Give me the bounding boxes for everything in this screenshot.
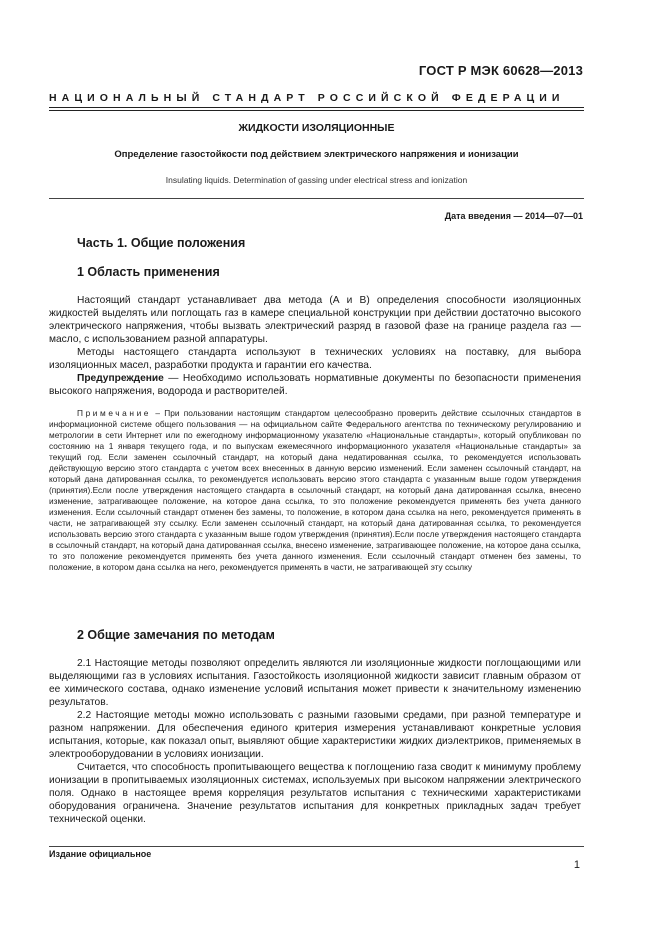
section-2-paragraph-2: 2.2 Настоящие методы можно использовать с разными газовыми средами, при разной температуре и разном напряжении. Для обеспечения единого критерия измерения устанавливают конкретные условия испытания, которые, как показал опыт, выявляют общие характеристики жидких диэлектриков, применяемых в электрооборудовании в условиях ионизации. xyxy=(49,710,581,760)
note-text: – При пользовании настоящим стандартом целесообразно проверить действие ссылочных стандартов в информационной системе общего пользования — на официальном сайте Федерального агентства по техническому регулированию и метрологии в сети Интернет или по ежегодному информационному указателю «Национальные стандарты», который опубликован по состоянию на 1 января текущего года, и по выпускам ежемесячного информационного указателя «Национальные стандарты» за текущий год. Если заменен ссылочный стандарт, на который дана недатированная ссылка, то рекомендуется использовать действующую версию этого стандарта с учетом всех внесенных в данную версию изменений. Если заменен ссылочный стандарт, на который дана датированная ссылка, то рекомендуется использовать версию этого стандарта с указанным выше годом утверждения (принятия).Если после утверждения настоящего стандарта в ссылочный стандарт, на который дана датированная ссылка, внесено изменение, затрагивающее положение, на которое дана ссылка, то это положение рекомендуется применять без учета данного изменения. Если ссылочный стандарт отменен без замены, то положение, в котором дана ссылка на него, рекомендуется применять в части, не затрагивающей эту ссылку. Если заменен ссылочный стандарт, на который дана датированная ссылка, то рекомендуется использовать версию этого стандарта с указанным выше годом утверждения (принятия).Если после утверждения настоящего стандарта в ссылочный стандарт, на который дана датированная ссылка, внесено изменение, затрагивающее положение, на которое дана ссылка, то это положение рекомендуется применять без учета данного изменения. Если ссылочный стандарт отменен без замены, то положение, в котором дана ссылка на него, рекомендуется применять в части, не затрагивающей эту ссылку xyxy=(49,408,581,572)
section-2-paragraph-1: 2.1 Настоящие методы позволяют определить являются ли изоляционные жидкости поглощающими или выделяющими газ в условиях испытания. Газостойкость изоляционной жидкости зависит главным образом от ее химического состава, однако изменение условий испытания может привести к значительному изменению результатов. xyxy=(49,658,581,708)
section-1-paragraph-1: Настоящий стандарт устанавливает два метода (А и В) определения способности изоляционных жидкостей выделять или поглощать газ в камере специальной конструкции при действии достаточно высокого электрического напряжения, чтобы вызвать электрический разряд в газовой фазе на границе раздела газ — масло, с использованием разной аппаратуры. xyxy=(49,295,581,345)
warning-label: Предупреждение xyxy=(77,373,164,384)
introduction-date: Дата введения — 2014—07—01 xyxy=(444,211,583,221)
document-subtitle: Определение газостойкости под действием электрического напряжения и ионизации xyxy=(114,149,519,160)
note-label: Примечание xyxy=(77,408,152,418)
note-block xyxy=(49,408,581,573)
section-2-paragraph-3: Считается, что способность пропитывающего вещества к поглощению газа сводит к минимуму проблему ионизации в пропитываемых изоляционных системах, используемых при высоком напряжении электрического поля. Однако в настоящее время корреляция результатов испытания с техническими характеристиками оборудования ограничена. Значение результатов испытания для конкретных прикладных задач требует технической оценки. xyxy=(49,762,581,825)
warning-text: — Необходимо использовать нормативные документы по безопасности применения высокого напряжения, водорода и растворителей. xyxy=(49,373,581,397)
document-title: ЖИДКОСТИ ИЗОЛЯЦИОННЫЕ xyxy=(238,122,395,134)
note-paragraph xyxy=(49,408,581,573)
english-title: Insulating liquids. Determination of gassing under electrical stress and ionization xyxy=(165,175,468,185)
header-rule-top xyxy=(49,107,584,108)
section-2-body xyxy=(49,657,581,826)
warning-paragraph xyxy=(49,372,581,398)
page-number: 1 xyxy=(573,859,580,871)
section-1-heading: 1 Область применения xyxy=(77,265,220,279)
title-divider xyxy=(49,198,584,199)
section-1-paragraph-2: Методы настоящего стандарта используют в технических условиях на поставку, для выбора изоляционных масел, разработки продукта и гарантии его качества. xyxy=(49,347,581,371)
section-1-body xyxy=(49,294,581,398)
standard-number: ГОСТ Р МЭК 60628—2013 xyxy=(418,63,583,78)
header-rule-bottom xyxy=(49,110,584,111)
footer-rule xyxy=(49,846,584,847)
section-2-heading: 2 Общие замечания по методам xyxy=(77,628,275,642)
part-heading: Часть 1. Общие положения xyxy=(77,236,246,250)
national-standard-banner: НАЦИОНАЛЬНЫЙ СТАНДАРТ РОССИЙСКОЙ ФЕДЕРАЦИИ xyxy=(49,92,565,104)
edition-label: Издание официальное xyxy=(49,849,152,859)
